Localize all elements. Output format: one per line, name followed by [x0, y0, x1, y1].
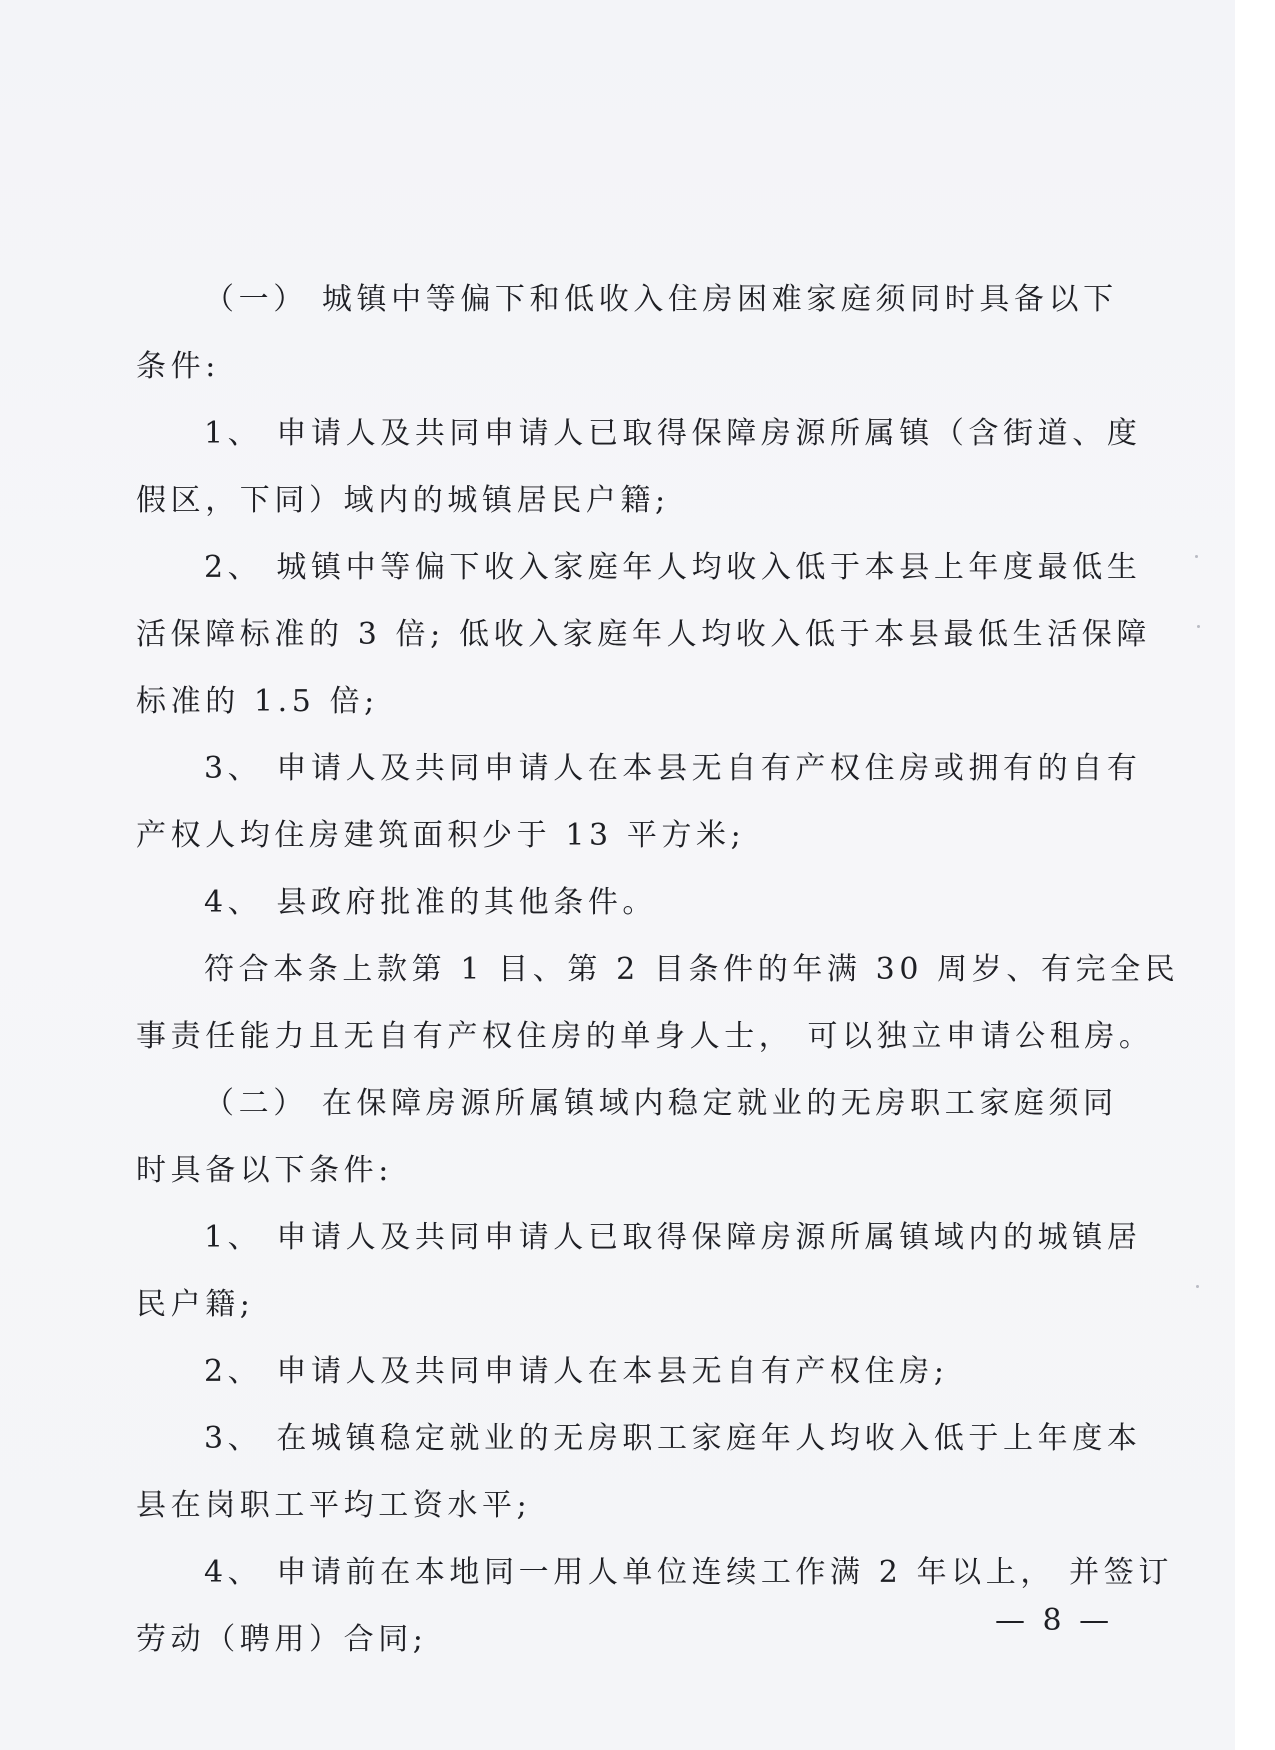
body-text: [136, 266, 1180, 1673]
text-line: 劳动（聘用）合同;: [136, 1622, 428, 1657]
text-line: 假区，下同）域内的城镇居民户籍;: [136, 483, 670, 518]
text-line: 2、 城镇中等偏下收入家庭年人均收入低于本县上年度最低生: [204, 550, 1142, 585]
text-line: 4、 申请前在本地同一用人单位连续工作满 2 年以上， 并签订: [204, 1555, 1173, 1590]
text-line: 标准的 1.5 倍;: [136, 684, 379, 719]
text-line: 产权人均住房建筑面积少于 13 平方米;: [136, 818, 746, 853]
page-number: — 8 —: [995, 1603, 1114, 1638]
text-line: 2、 申请人及共同申请人在本县无自有产权住房;: [204, 1354, 949, 1389]
text-line: 1、 申请人及共同申请人已取得保障房源所属镇（含街道、度: [204, 416, 1142, 451]
text-line: 事责任能力且无自有产权住房的单身人士， 可以独立申请公租房。: [136, 1019, 1154, 1054]
text-line: 3、 申请人及共同申请人在本县无自有产权住房或拥有的自有: [204, 751, 1142, 786]
text-line: 民户籍;: [136, 1287, 255, 1322]
text-line: 活保障标准的 3 倍; 低收入家庭年人均收入低于本县最低生活保障: [136, 617, 1152, 652]
text-line: 1、 申请人及共同申请人已取得保障房源所属镇域内的城镇居: [204, 1220, 1142, 1255]
text-line: （二） 在保障房源所属镇域内稳定就业的无房职工家庭须同: [204, 1086, 1118, 1121]
text-line: 3、 在城镇稳定就业的无房职工家庭年人均收入低于上年度本: [204, 1421, 1142, 1456]
text-line: 条件:: [136, 349, 220, 384]
text-line: 符合本条上款第 1 目、第 2 目条件的年满 30 周岁、有完全民: [204, 952, 1180, 987]
text-line: 县在岗职工平均工资水平;: [136, 1488, 532, 1523]
scan-border: [1235, 0, 1275, 1750]
text-line: 时具备以下条件:: [136, 1153, 393, 1188]
text-line: （一） 城镇中等偏下和低收入住房困难家庭须同时具备以下: [204, 282, 1118, 317]
text-line: 4、 县政府批准的其他条件。: [204, 885, 658, 920]
